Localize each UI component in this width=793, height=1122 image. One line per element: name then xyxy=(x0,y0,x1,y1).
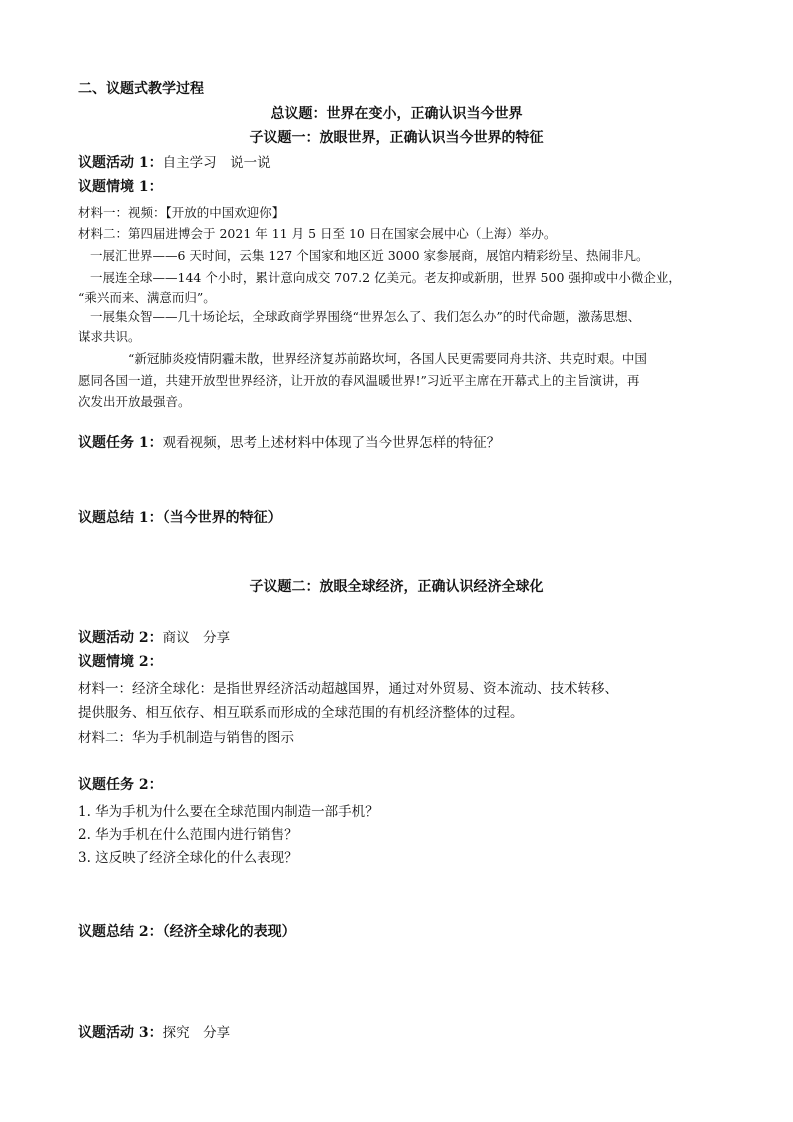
activity-1-label: 议题活动 1： xyxy=(78,155,163,171)
activity-1-text: 自主学习 说一说 xyxy=(162,155,271,171)
activity-3-label: 议题活动 3： xyxy=(78,1025,163,1041)
situation-1-label: 议题情境 1： xyxy=(78,179,163,195)
activity-3-text: 探究 分享 xyxy=(162,1025,231,1041)
quote-line-c: 次发出开放最强音。 xyxy=(78,394,191,409)
activity-2 xyxy=(78,626,230,647)
expo-paragraph-1: 一展汇世界——6 天时间，云集 127 个国家和地区近 3000 家参展商，展馆内精彩纷呈、热闹非凡。 xyxy=(90,248,649,263)
activity-1 xyxy=(78,151,271,172)
expo-paragraph-3a: 一展集众智——几十场论坛，全球政商学界围绕“世界怎么了、我们怎么办”的时代命题，激荡思想、 xyxy=(90,309,641,324)
material-1-line: 材料一：视频：【开放的中国欢迎你】 xyxy=(78,205,285,220)
quote-line-b: 愿同各国一道，共建开放型世界经济，让开放的春风温暖世界!”习近平主席在开幕式上的主旨演讲，再 xyxy=(78,373,640,388)
expo-paragraph-3b: 谋求共识。 xyxy=(78,329,141,344)
task-1-label: 议题任务 1： xyxy=(78,435,163,451)
globalization-definition-a: 材料一：经济全球化：是指世界经济活动超越国界，通过对外贸易、资本流动、技术转移、 xyxy=(78,681,618,697)
task-2-question-3: 3. 这反映了经济全球化的什么表现？ xyxy=(78,850,298,866)
material-2-line: 材料二：第四届进博会于 2021 年 11 月 5 日至 10 日在国家会展中心（上海）举办。 xyxy=(78,226,557,241)
activity-3 xyxy=(78,1021,230,1042)
main-topic-title: 总议题：世界在变小，正确认识当今世界 xyxy=(270,106,523,122)
task-1-text: 观看视频，思考上述材料中体现了当今世界怎样的特征？ xyxy=(162,435,501,451)
sub-topic-2-title: 子议题二：放眼全球经济，正确认识经济全球化 xyxy=(249,579,544,595)
summary-1: 议题总结 1：（当今世界的特征） xyxy=(78,510,282,526)
activity-2-text: 商议 分享 xyxy=(162,630,231,646)
situation-2-label: 议题情境 2： xyxy=(78,654,163,670)
globalization-definition-b: 提供服务、相互依存、相互联系而形成的全球范围的有机经济整体的过程。 xyxy=(78,705,524,721)
activity-2-label: 议题活动 2： xyxy=(78,630,163,646)
summary-2: 议题总结 2：（经济全球化的表现） xyxy=(78,924,296,940)
task-2-question-2: 2. 华为手机在什么范围内进行销售？ xyxy=(78,827,298,843)
task-2-label: 议题任务 2： xyxy=(78,777,163,793)
task-2-question-1: 1. 华为手机为什么要在全球范围内制造一部手机？ xyxy=(78,804,379,820)
quote-line-a: “新冠肺炎疫情阴霾未散，世界经济复苏前路坎坷，各国人民更需要同舟共济、共克时艰。中国 xyxy=(128,351,647,366)
expo-paragraph-2b: “乘兴而来、满意而归”。 xyxy=(78,290,216,305)
expo-paragraph-2a: 一展连全球——144 个小时，累计意向成交 707.2 亿美元。老友抑或新朋，世界 500 强抑或中小微企业， xyxy=(90,270,681,285)
sub-topic-1-title: 子议题一：放眼世界，正确认识当今世界的特征 xyxy=(249,130,544,146)
section-heading: 二、议题式教学过程 xyxy=(78,81,204,97)
task-1 xyxy=(78,431,500,452)
huawei-material-line: 材料二：华为手机制造与销售的图示 xyxy=(78,730,294,746)
